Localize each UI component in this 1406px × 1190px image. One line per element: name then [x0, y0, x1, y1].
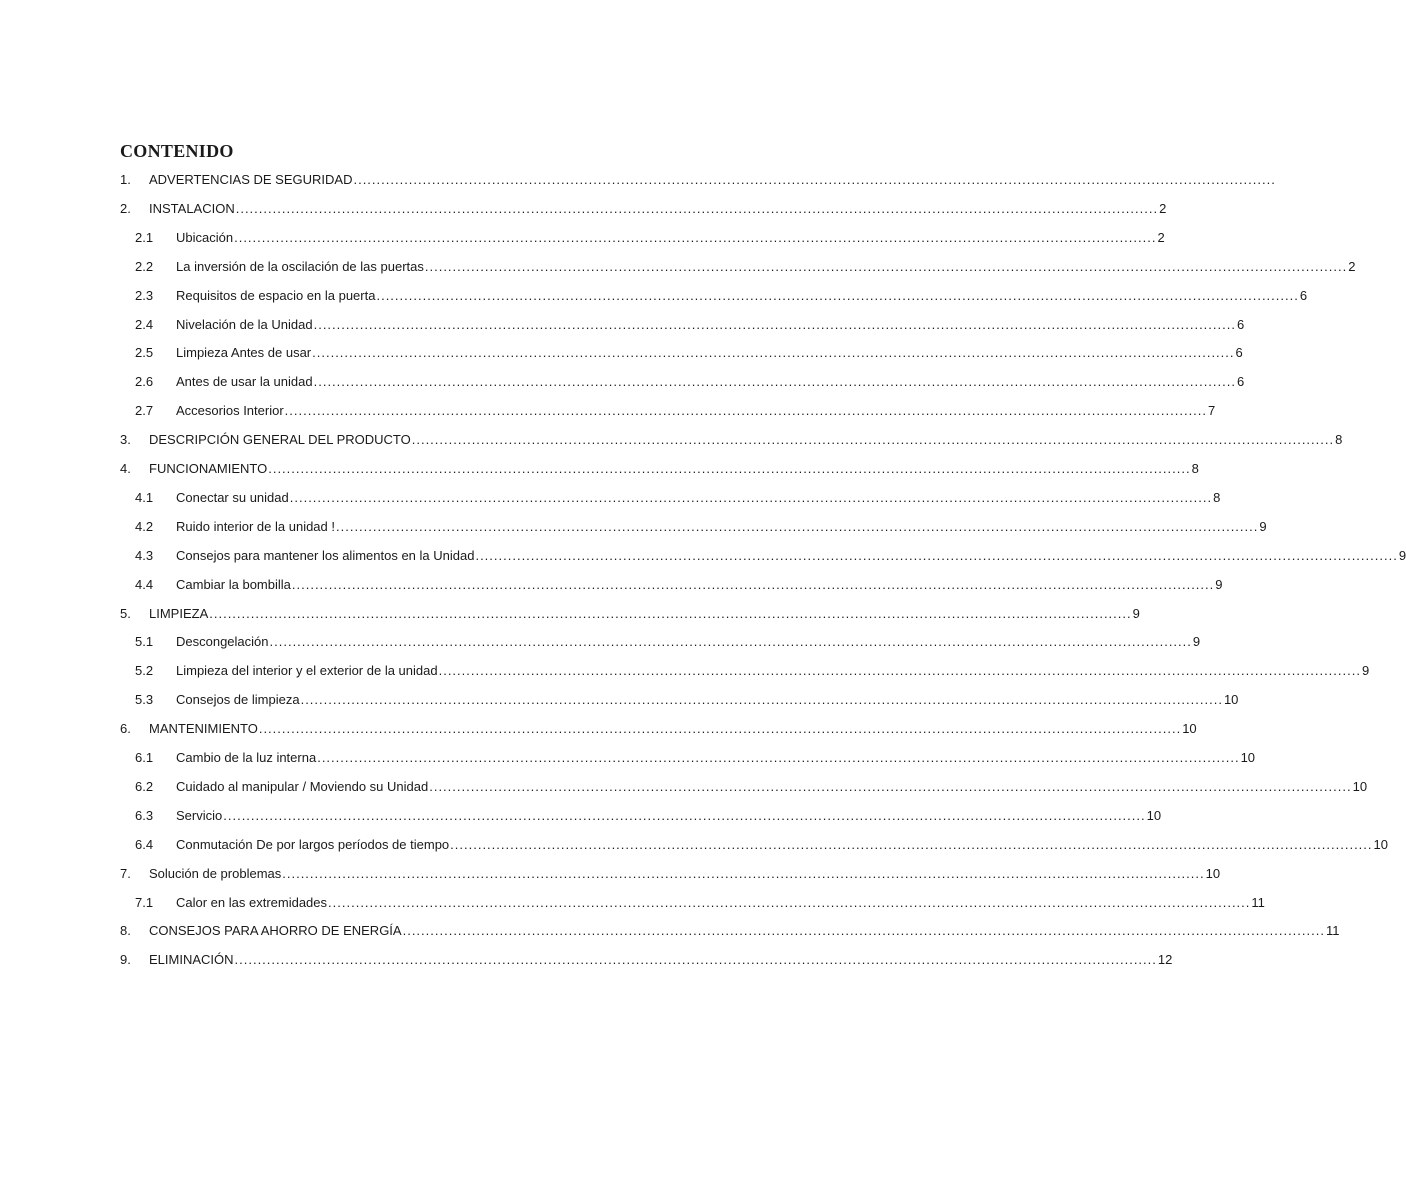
toc-entry-page-number: 12: [1157, 952, 1173, 967]
page-title: CONTENIDO: [120, 141, 234, 161]
dot-leader: ........................................................................................................................................................................................................: [289, 490, 1213, 505]
toc-entry-page-number: 6: [1236, 317, 1245, 332]
toc-entry[interactable]: [135, 343, 1243, 363]
toc-entry-page-number: 8: [1191, 461, 1199, 476]
toc-entry[interactable]: [135, 488, 1221, 508]
toc-entry-page-number: 10: [1240, 750, 1256, 765]
dot-leader: ........................................................................................................................................................................................................: [269, 634, 1192, 649]
toc-entry-number: 1.: [120, 172, 131, 187]
dot-leader: ........................................................................................................................................................................................................: [313, 374, 1236, 389]
toc-entry-number: 7.1: [135, 895, 154, 910]
toc-entry[interactable]: [135, 777, 1368, 797]
dot-leader: ........................................................................................................................................................................................................: [284, 403, 1208, 418]
toc-entry-page-number: 10: [1182, 721, 1197, 736]
toc-entry-title: Limpieza Antes de usar: [176, 345, 312, 360]
toc-entry-number: 8.: [120, 923, 131, 938]
toc-entry-title: Antes de usar la unidad: [176, 374, 313, 389]
toc-entry-number: 7.: [120, 866, 131, 881]
toc-entry-title: Conmutación De por largos períodos de tiempo: [176, 837, 450, 852]
toc-entry-page-number: 9: [1398, 548, 1406, 563]
toc-entry[interactable]: [135, 575, 1223, 595]
dot-leader: ........................................................................................................................................................................................................: [475, 548, 1398, 563]
toc-entry-title: Nivelación de la Unidad: [176, 317, 313, 332]
toc-entry-number: 4.: [120, 461, 131, 476]
dot-leader: ........................................................................................................................................................................................................: [411, 432, 1335, 447]
toc-entry[interactable]: [120, 459, 1199, 479]
dot-leader: ........................................................................................................................................................................................................: [258, 721, 1182, 736]
toc-entry-number: 2.3: [135, 288, 154, 303]
toc-entry-page-number: 8: [1335, 432, 1343, 447]
toc-entry-page-number: 7: [1208, 403, 1216, 418]
toc-entry[interactable]: [135, 315, 1245, 335]
toc-entry[interactable]: [120, 170, 1276, 190]
toc-entry-page-number: 2: [1348, 259, 1356, 274]
toc-entry-title: Ruido interior de la unidad !: [176, 519, 335, 534]
toc-entry[interactable]: [135, 228, 1165, 248]
toc-entry-number: 6.2: [135, 779, 154, 794]
toc-entry[interactable]: [120, 199, 1167, 219]
toc-entry-title: Descongelación: [176, 634, 269, 649]
toc-entry-title: Servicio: [176, 808, 223, 823]
toc-entry[interactable]: [135, 546, 1406, 566]
toc-entry[interactable]: [120, 719, 1197, 739]
toc-entry-page-number: 10: [1352, 779, 1368, 794]
toc-entry-page-number: 8: [1213, 490, 1221, 505]
toc-entry-title: Requisitos de espacio en la puerta: [176, 288, 376, 303]
toc-entry-title: Cambio de la luz interna: [176, 750, 317, 765]
toc-entry-number: 5.2: [135, 663, 154, 678]
toc-entry[interactable]: [135, 748, 1256, 768]
toc-entry-number: 6.: [120, 721, 131, 736]
toc-entry-page-number: 2: [1157, 230, 1165, 245]
toc-entry-title: Ubicación: [176, 230, 234, 245]
toc-entry-page-number: 9: [1215, 577, 1223, 592]
toc-entry-page-number: 9: [1192, 634, 1201, 649]
dot-leader: ........................................................................................................................................................................................................: [209, 606, 1132, 621]
toc-entry-title: MANTENIMIENTO: [149, 721, 258, 736]
toc-entry-number: 9.: [120, 952, 131, 967]
dot-leader: ........................................................................................................................................................................................................: [376, 288, 1299, 303]
toc-entry-number: 2.: [120, 201, 131, 216]
toc-entry-number: 5.: [120, 606, 131, 621]
toc-entry-number: 2.6: [135, 374, 154, 389]
toc-entry-title: Limpieza del interior y el exterior de la unidad: [176, 663, 438, 678]
toc-entry-title: Consejos para mantener los alimentos en la Unidad: [176, 548, 475, 563]
toc-entry-number: 4.3: [135, 548, 154, 563]
toc-entry-number: 4.2: [135, 519, 154, 534]
toc-entry[interactable]: [120, 864, 1221, 884]
toc-entry[interactable]: [120, 430, 1343, 450]
toc-entry[interactable]: [120, 604, 1140, 624]
toc-entry-title: Accesorios Interior: [176, 403, 284, 418]
toc-entry-title: Cambiar la bombilla: [176, 577, 291, 592]
toc-entry-title: DESCRIPCIÓN GENERAL DEL PRODUCTO: [149, 432, 411, 447]
toc-entry-page-number: 9: [1132, 606, 1140, 621]
toc-entry[interactable]: [135, 661, 1370, 681]
toc-entry[interactable]: [135, 372, 1245, 392]
toc-entry-title: Consejos de limpieza: [176, 692, 300, 707]
toc-entry[interactable]: [135, 690, 1239, 710]
toc-entry[interactable]: [135, 257, 1356, 277]
dot-leader: ........................................................................................................................................................................................................: [424, 259, 1348, 274]
toc-entry-page-number: 6: [1299, 288, 1308, 303]
toc-entry-title: ELIMINACIÓN: [149, 952, 234, 967]
toc-entry-number: 6.4: [135, 837, 154, 852]
toc-entry[interactable]: [135, 893, 1265, 913]
toc-entry-page-number: 10: [1146, 808, 1162, 823]
toc-entry-title: INSTALACION: [149, 201, 235, 216]
dot-leader: ........................................................................................................................................................................................................: [402, 923, 1325, 938]
toc-entry-number: 5.1: [135, 634, 154, 649]
dot-leader: ........................................................................................................................................................................................................: [438, 663, 1361, 678]
dot-leader: ........................................................................................................................................................................................................: [353, 172, 1276, 187]
dot-leader: ........................................................................................................................................................................................................: [234, 230, 1157, 245]
toc-entry-number: 3.: [120, 432, 131, 447]
toc-entry-title: Calor en las extremidades: [176, 895, 328, 910]
toc-entry-number: 2.5: [135, 345, 154, 360]
toc-entry-title: Solución de problemas: [149, 866, 282, 881]
toc-entry-title: LIMPIEZA: [149, 606, 209, 621]
dot-leader: ........................................................................................................................................................................................................: [328, 895, 1251, 910]
toc-entry-number: 2.4: [135, 317, 154, 332]
dot-leader: ........................................................................................................................................................................................................: [312, 345, 1235, 360]
toc-entry-page-number: 6: [1235, 345, 1243, 360]
toc-entry-title: ADVERTENCIAS DE SEGURIDAD: [149, 172, 353, 187]
toc-entry-page-number: 9: [1361, 663, 1370, 678]
toc-entry[interactable]: [135, 806, 1162, 826]
toc-entry[interactable]: [135, 401, 1216, 421]
toc-entry[interactable]: [135, 517, 1267, 537]
dot-leader: ........................................................................................................................................................................................................: [429, 779, 1352, 794]
toc-entry-number: 2.1: [135, 230, 154, 245]
toc-entry-page-number: 10: [1205, 866, 1221, 881]
toc-entry-page-number: 10: [1373, 837, 1388, 852]
toc-entry-number: 4.4: [135, 577, 154, 592]
dot-leader: ........................................................................................................................................................................................................: [291, 577, 1215, 592]
toc-entry-title: FUNCIONAMIENTO: [149, 461, 268, 476]
toc-entry-title: Cuidado al manipular / Moviendo su Unidad: [176, 779, 429, 794]
toc-entry-page-number: 11: [1251, 895, 1265, 910]
toc-entry[interactable]: [135, 286, 1308, 306]
dot-leader: ........................................................................................................................................................................................................: [234, 952, 1157, 967]
toc-entry[interactable]: [135, 632, 1201, 652]
toc-entry[interactable]: [120, 921, 1340, 941]
toc-entry-page-number: 9: [1259, 519, 1267, 534]
toc-entry-page-number: 6: [1236, 374, 1245, 389]
toc-entry-page-number: 11: [1325, 923, 1340, 938]
toc-entry-number: 5.3: [135, 692, 154, 707]
toc-entry-page-number: 10: [1223, 692, 1239, 707]
dot-leader: ........................................................................................................................................................................................................: [317, 750, 1240, 765]
dot-leader: ........................................................................................................................................................................................................: [300, 692, 1223, 707]
toc-entry-page-number: 2: [1159, 201, 1167, 216]
dot-leader: ........................................................................................................................................................................................................: [313, 317, 1236, 332]
dot-leader: ........................................................................................................................................................................................................: [268, 461, 1191, 476]
toc-entry-number: 6.3: [135, 808, 154, 823]
toc-entry-number: 2.7: [135, 403, 154, 418]
toc-entry[interactable]: [120, 950, 1173, 970]
dot-leader: ........................................................................................................................................................................................................: [282, 866, 1205, 881]
dot-leader: ........................................................................................................................................................................................................: [450, 837, 1373, 852]
toc-entry-title: La inversión de la oscilación de las puertas: [176, 259, 424, 274]
toc-entry-number: 4.1: [135, 490, 154, 505]
dot-leader: ........................................................................................................................................................................................................: [223, 808, 1146, 823]
toc-entry-title: Conectar su unidad: [176, 490, 289, 505]
toc-entry-number: 2.2: [135, 259, 154, 274]
dot-leader: ........................................................................................................................................................................................................: [336, 519, 1259, 534]
toc-entry-number: 6.1: [135, 750, 154, 765]
toc-entry[interactable]: [135, 835, 1388, 855]
dot-leader: ........................................................................................................................................................................................................: [235, 201, 1159, 216]
toc-entry-title: CONSEJOS PARA AHORRO DE ENERGÍA: [149, 923, 402, 938]
